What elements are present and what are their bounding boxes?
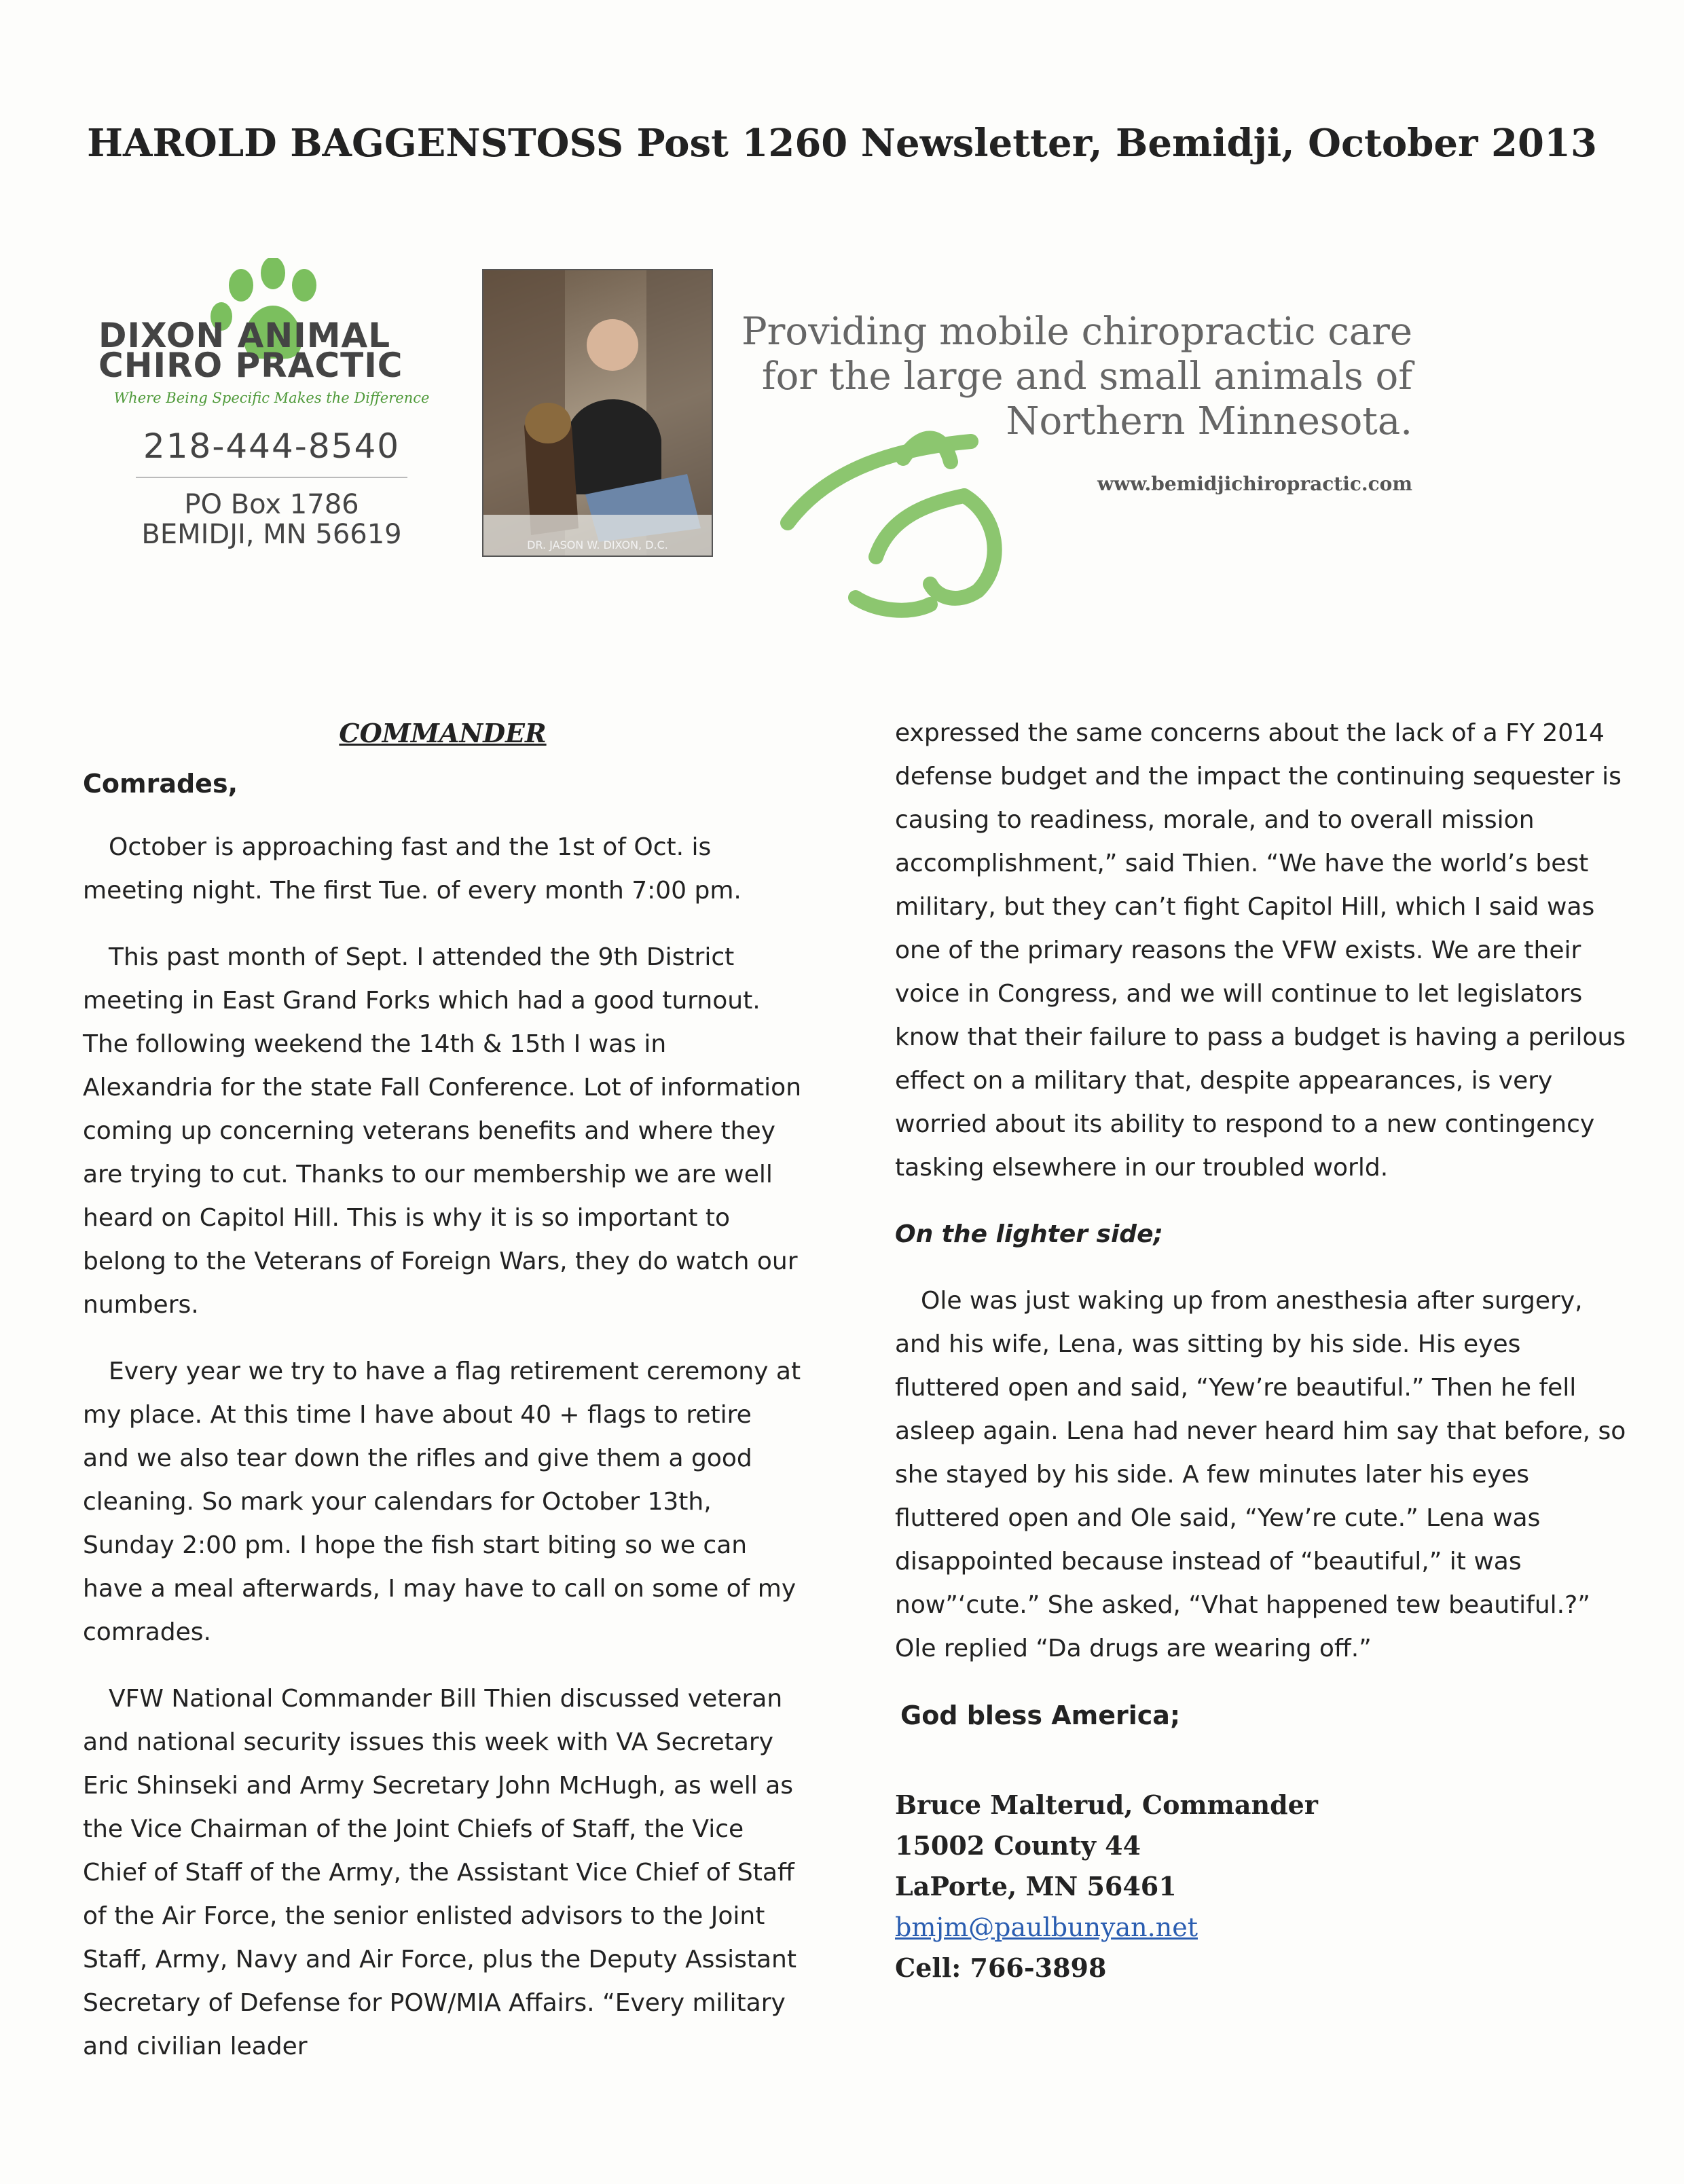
- ad-slogan-line1: Providing mobile chiropractic care: [741, 310, 1412, 354]
- right-column: [895, 712, 1628, 1988]
- paragraph-continuation: expressed the same concerns about the lack of a FY 2014 defense budget and the impact the continuing sequester is causing to readiness, morale, and to overall mission accomplishment,” said Thien. “We have the world’s best military, but they can’t fight Capitol Hill, which I said was one of the primary reasons the VFW exists. We are their voice in Congress, and we will continue to let legislators know that their failure to pass a budget is having a perilous effect on a military that, despite appearances, is very worried about its ability to respond to a new contingency tasking elsewhere in our troubled world.: [895, 719, 1626, 1182]
- paragraph: Every year we try to have a flag retirement ceremony at my place. At this time I have about 40 + flags to retire and we also tear down the rifles and give them a good cleaning. So mark your calendars for October 13th, Sunday 2:00 pm. I hope the fish start biting so we can have a meal afterwards, I may have to call on some of my comrades.: [83, 1358, 801, 1646]
- ad-divider: [136, 477, 407, 478]
- signature-name: Bruce Malterud, Commander: [895, 1789, 1318, 1820]
- paragraph: VFW National Commander Bill Thien discussed veteran and national security issues this week with VA Secretary Eric Shinseki and Army Secretary John McHugh, as well as the Vice Chairman of the Joint Chiefs of Staff, the Vice Chief of Staff of the Army, the Assistant Vice Chief of Staff of the Air Force, the senior enlisted advisors to the Joint Staff, Army, Navy and Air Force, plus the Deputy Assistant Secretary of Defense for POW/MIA Affairs. “Every military and civilian leader: [83, 1685, 797, 2060]
- paragraph: This past month of Sept. I attended the 9th District meeting in East Grand Forks which had a good turnout. The following weekend the 14th & 15th I was in Alexandria for the state Fall Conference. Lot of information coming up concerning veterans benefits and where they are trying to cut. Thanks to our membership we are well heard on Capitol Hill. This is why it is so important to belong to the Veterans of Foreign Wars, they do watch our numbers.: [83, 943, 802, 1319]
- horse-head-icon: [774, 421, 1032, 625]
- closing-line: God bless America;: [900, 1700, 1181, 1730]
- lighter-side-heading: On the lighter side;: [895, 1220, 1163, 1248]
- ad-slogan-line3: Northern Minnesota.: [1006, 399, 1412, 443]
- ad-name-line2: CHIRO PRACTIC: [98, 346, 403, 385]
- salutation: Comrades,: [83, 769, 238, 799]
- ad-tagline: Where Being Specific Makes the Difference: [113, 390, 430, 406]
- paragraph: October is approaching fast and the 1st of Oct. is meeting night. The first Tue. of every month 7:00 pm.: [83, 833, 742, 905]
- joke-paragraph: Ole was just waking up from anesthesia after surgery, and his wife, Lena, was sitting by his side. His eyes fluttered open and said, “Yew’re beautiful.” Then he fell asleep again. Lena had never heard him say that before, so she stayed by his side. A few minutes later his eyes fluttered open and Ole said, “Yew’re cute.” Lena was disappointed because instead of “beautiful,” it was now”‘cute.” She asked, “Vhat happened tew beautiful.?” Ole replied “Da drugs are wearing off.”: [895, 1287, 1626, 1662]
- signature-block: [895, 1785, 1628, 1988]
- newsletter-title: HAROLD BAGGENSTOSS Post 1260 Newsletter, Bemidji, October 2013: [87, 121, 1597, 166]
- dixon-ad-logo-block: [95, 258, 448, 564]
- signature-cell: Cell: 766-3898: [895, 1952, 1107, 1983]
- left-column: [83, 712, 803, 2092]
- ad-slogan-line2: for the large and small animals of: [761, 354, 1412, 399]
- ad-phone: 218-444-8540: [143, 426, 401, 466]
- ad-website-link[interactable]: www.bemidjichiropractic.com: [1097, 473, 1412, 495]
- ad-city: BEMIDJI, MN 56619: [141, 519, 402, 550]
- ad-pobox: PO Box 1786: [184, 489, 359, 520]
- doctor-with-dog-photo: [482, 269, 713, 557]
- signature-address2: LaPorte, MN 56461: [895, 1871, 1177, 1901]
- photo-caption: DR. JASON W. DIXON, D.C.: [527, 539, 668, 551]
- signature-email-link[interactable]: bmjm@paulbunyan.net: [895, 1912, 1198, 1942]
- signature-address1: 15002 County 44: [895, 1830, 1141, 1861]
- ad-name-line1: DIXON ANIMAL: [98, 316, 391, 355]
- photo-illustration: [483, 270, 712, 556]
- section-heading-commander: COMMANDER: [339, 718, 547, 748]
